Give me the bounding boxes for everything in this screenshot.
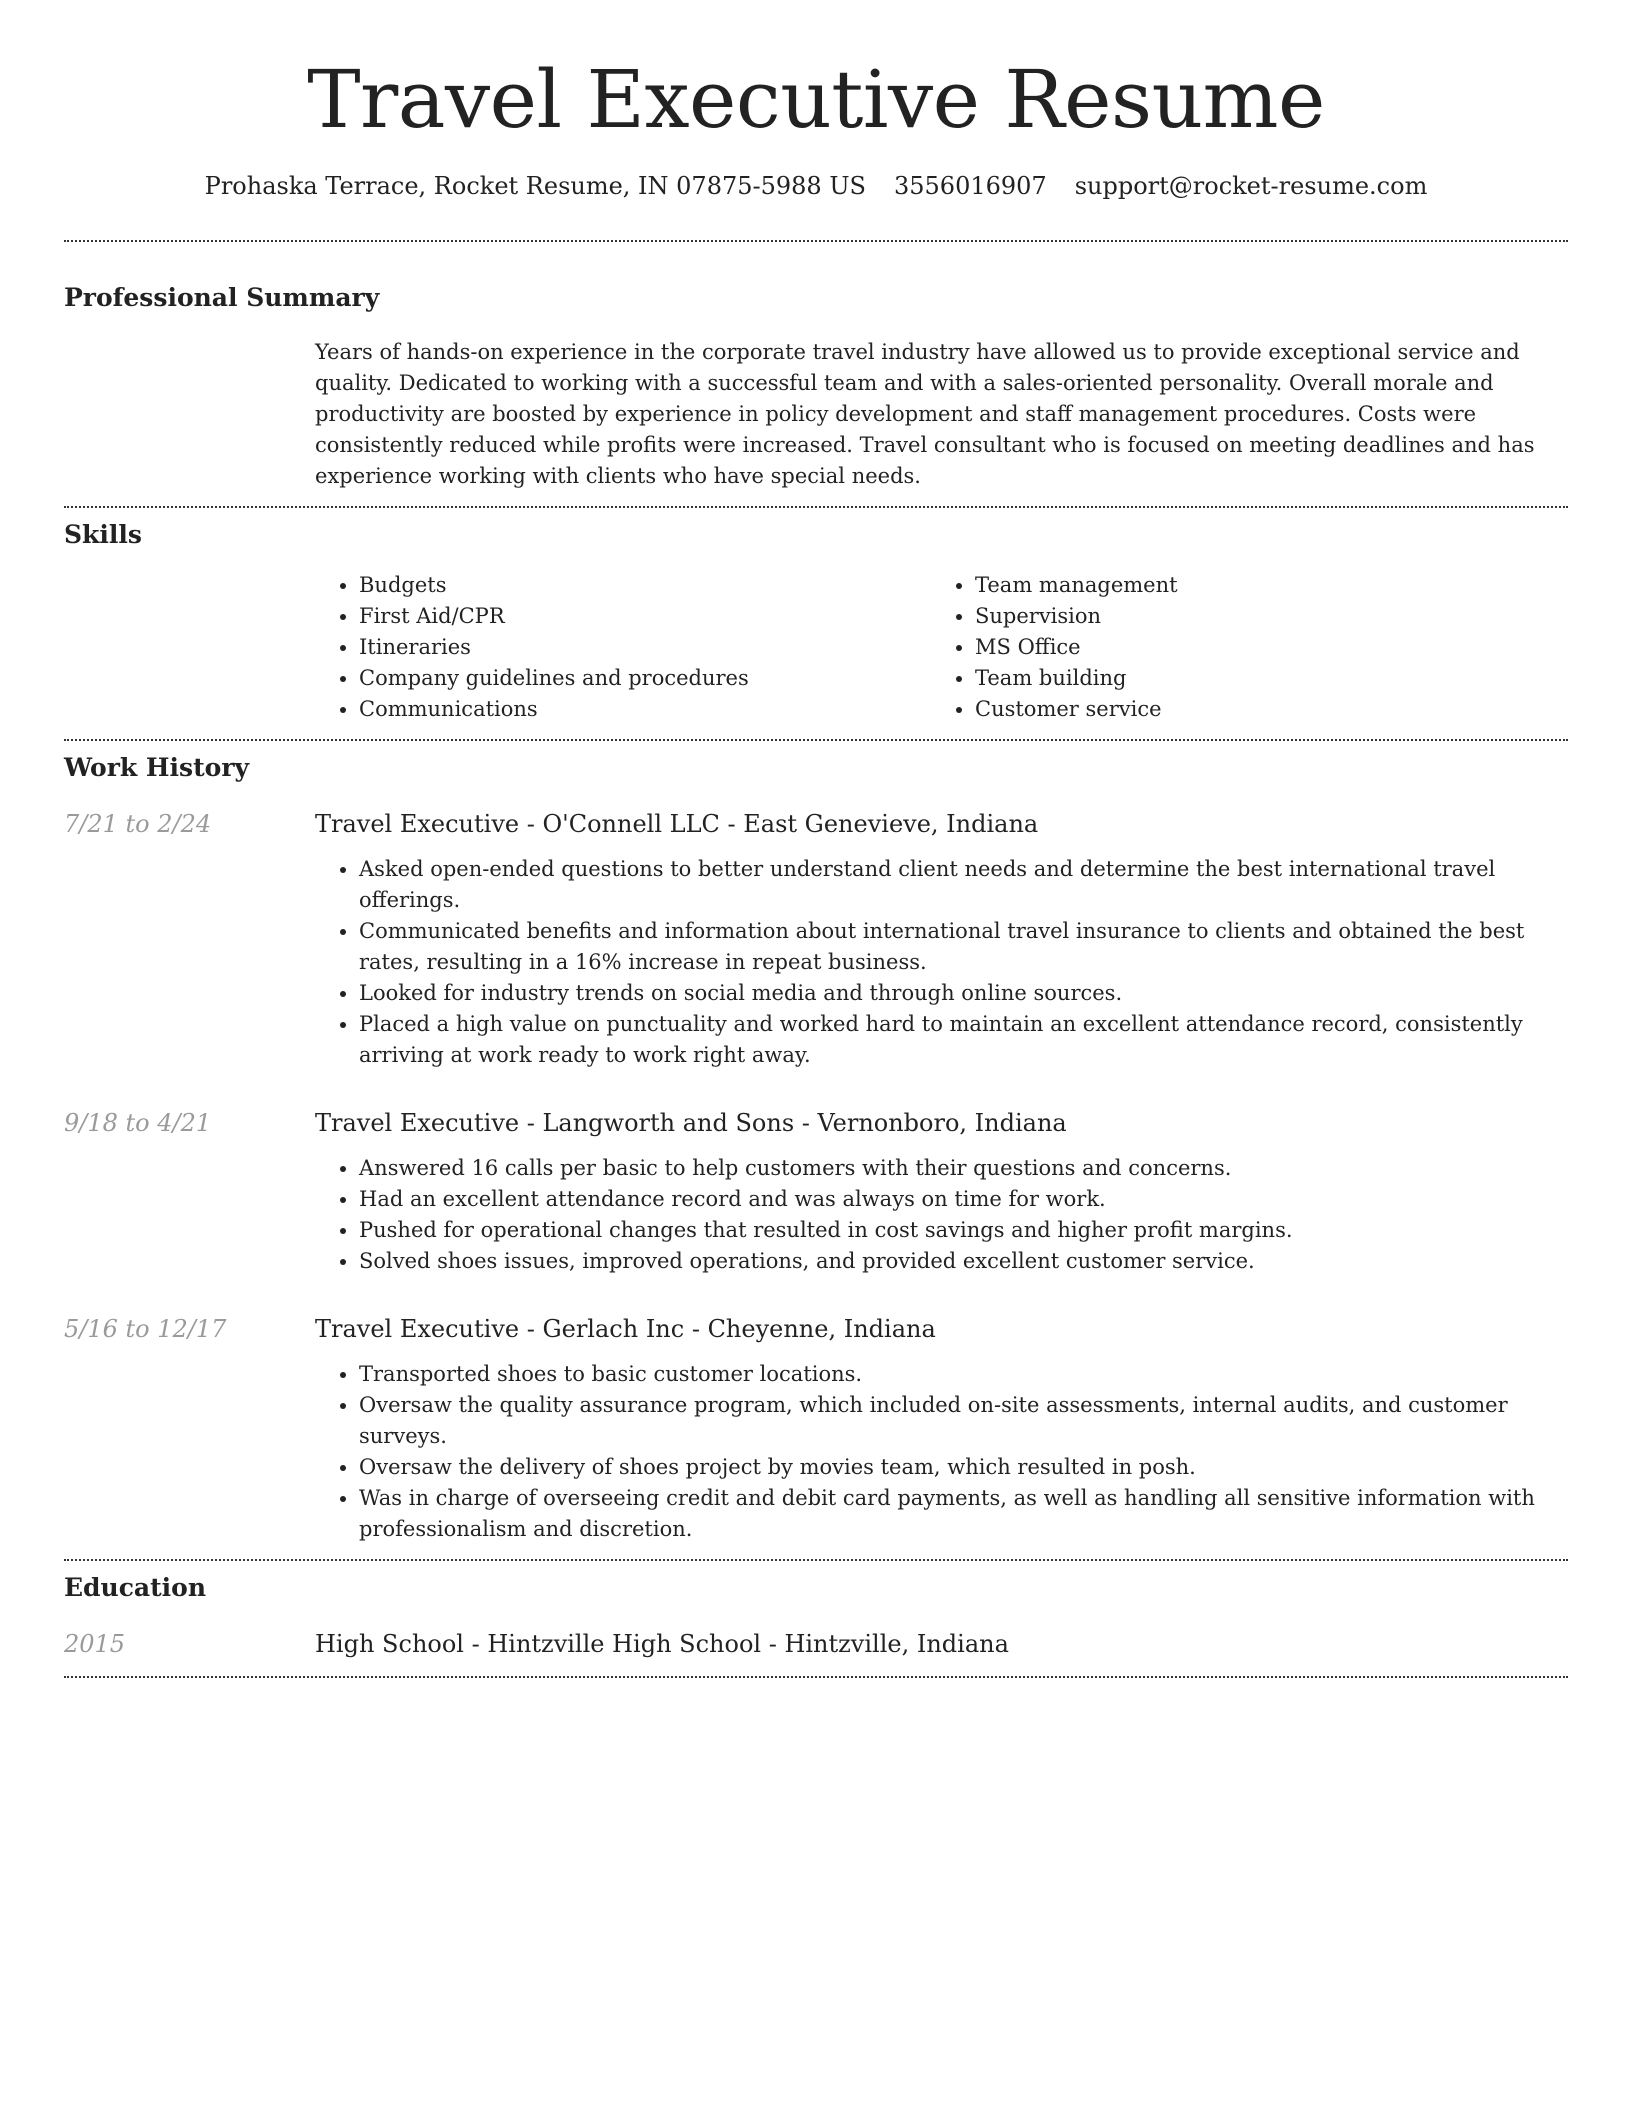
summary-heading: Professional Summary (64, 283, 380, 312)
skills-column-right (931, 570, 1547, 725)
job-bullet: • Answered 16 calls per basic to help customers with their questions and concerns. (359, 1153, 1568, 1184)
job-bullet: • Had an excellent attendance record and was always on time for work. (359, 1184, 1568, 1215)
skill-item: • Communications (359, 694, 931, 725)
job-title: Travel Executive - Gerlach Inc - Cheyenne, Indiana (315, 1315, 936, 1343)
work-section (64, 741, 1568, 1545)
contact-phone: 3556016907 (894, 172, 1047, 200)
contact-address: Prohaska Terrace, Rocket Resume, IN 07875-5988 US (204, 172, 866, 200)
job-bullet: • Oversaw the delivery of shoes project by movies team, which resulted in posh. (359, 1452, 1568, 1483)
job-entry (64, 806, 1568, 1071)
skills-column-left (315, 570, 931, 725)
contact-email: support@rocket-resume.com (1074, 172, 1428, 200)
job-bullet: • Communicated benefits and information about international travel insurance to clients and obtained the best rates, resulting in a 16% increase in repeat business. (359, 916, 1568, 978)
skill-item: • First Aid/CPR (359, 601, 931, 632)
job-bullet: • Looked for industry trends on social media and through online sources. (359, 978, 1568, 1009)
education-date: 2015 (64, 1630, 126, 1658)
skill-item: • Itineraries (359, 632, 931, 663)
job-title: Travel Executive - O'Connell LLC - East Genevieve, Indiana (315, 810, 1039, 838)
job-title: Travel Executive - Langworth and Sons - Vernonboro, Indiana (315, 1109, 1067, 1137)
contact-line (64, 168, 1568, 204)
summary-section (64, 242, 1568, 492)
education-heading: Education (64, 1573, 207, 1602)
job-dates: 7/21 to 2/24 (64, 810, 212, 838)
skill-item: • Customer service (975, 694, 1547, 725)
job-bullets (315, 854, 1568, 1071)
job-entry (64, 1105, 1568, 1277)
education-section (64, 1561, 1568, 1662)
summary-text: Years of hands-on experience in the corporate travel industry have allowed us to provide exceptional service and quality. Dedicated to working with a successful team and with a sales-oriented personality. Overall morale and productivity are boosted by experience in policy development and staff management procedures. Costs were consistently reduced while profits were increased. Travel consultant who is focused on meeting deadlines and has experience working with clients who have special needs. (315, 340, 1535, 488)
work-heading: Work History (64, 753, 250, 782)
skill-item: • Company guidelines and procedures (359, 663, 931, 694)
skill-item: • Budgets (359, 570, 931, 601)
skills-heading: Skills (64, 520, 142, 549)
job-bullet: • Solved shoes issues, improved operations, and provided excellent customer service. (359, 1246, 1568, 1277)
skill-item: • Team management (975, 570, 1547, 601)
job-bullets (315, 1153, 1568, 1277)
job-bullet: • Pushed for operational changes that resulted in cost savings and higher profit margins. (359, 1215, 1568, 1246)
education-title: High School - Hintzville High School - Hintzville, Indiana (315, 1630, 1009, 1658)
job-bullet: • Was in charge of overseeing credit and debit card payments, as well as handling all sensitive information with professionalism and discretion. (359, 1483, 1568, 1545)
job-bullet: • Asked open-ended questions to better understand client needs and determine the best international travel offerings. (359, 854, 1568, 916)
job-entry (64, 1311, 1568, 1545)
resume-title: Travel Executive Resume (307, 53, 1325, 146)
section-divider (64, 1676, 1568, 1678)
job-dates: 9/18 to 4/21 (64, 1109, 212, 1137)
skills-section (64, 508, 1568, 725)
job-dates: 5/16 to 12/17 (64, 1315, 227, 1343)
skill-item: • Supervision (975, 601, 1547, 632)
job-bullet: • Transported shoes to basic customer locations. (359, 1359, 1568, 1390)
education-entry (64, 1626, 1568, 1662)
skill-item: • MS Office (975, 632, 1547, 663)
job-bullet: • Oversaw the quality assurance program, which included on-site assessments, internal audits, and customer surveys. (359, 1390, 1568, 1452)
job-bullets (315, 1359, 1568, 1545)
skill-item: • Team building (975, 663, 1547, 694)
skills-list (315, 570, 1568, 725)
job-bullet: • Placed a high value on punctuality and worked hard to maintain an excellent attendance record, consistently arriving at work ready to work right away. (359, 1009, 1568, 1071)
